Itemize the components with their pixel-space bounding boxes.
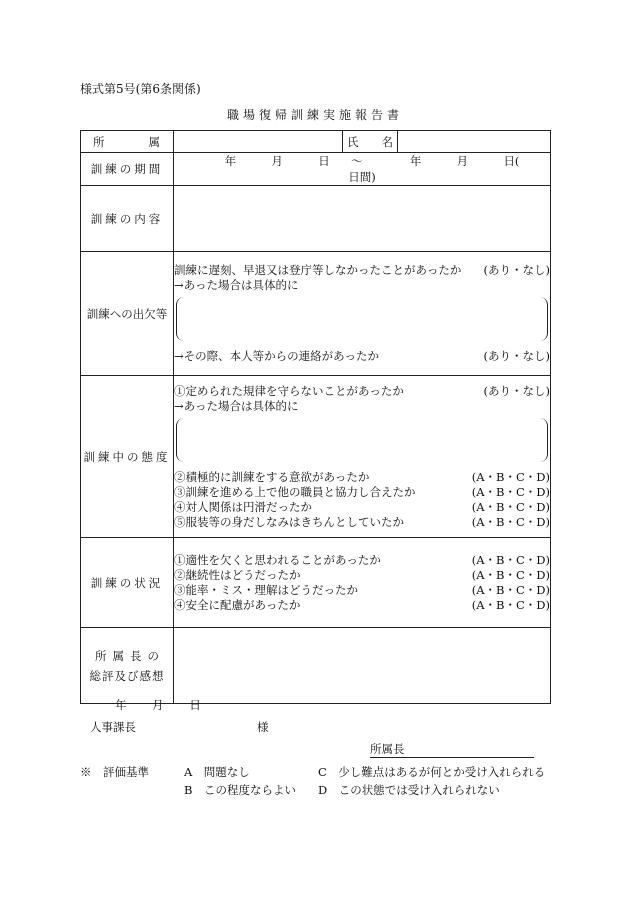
attitude-q4: ④対人関係は円滑だったか (A・B・C・D) [174,499,550,514]
period-field[interactable] [174,153,551,186]
period-end-month: 月 [456,154,469,168]
attendance-field[interactable] [174,252,551,376]
attitude-q3: ③訓練を進める上で他の職員と協力し合えたか (A・B・C・D) [174,484,550,499]
footer-date: 年 月 日 [115,698,201,712]
attendance-label: 訓練への出欠等 [81,252,174,376]
status-q1: ①適性を欠くと思われることがあったか (A・B・C・D) [174,552,550,567]
review-label: 所属長の 総評及び感想 [81,628,174,704]
dept-head-label: 所属長 [370,742,405,756]
hr-chief-label: 人事課長 [90,720,136,734]
document-title: 職場復帰訓練実施報告書 [226,108,403,122]
review-row [81,628,551,704]
status-q3: ③能率・ミス・理解はどうだったか (A・B・C・D) [174,582,550,597]
period-start-month: 月 [271,154,283,168]
attendance-detail-prompt: →あった場合は具体的に [174,278,299,292]
period-start-day: 日 [318,154,330,168]
attendance-detail-box[interactable] [176,297,548,341]
status-q4: ④安全に配慮があったか (A・B・C・D) [174,597,550,612]
affiliation-field[interactable] [174,131,343,153]
criteria-b: B この程度ならよい [184,783,296,797]
content-field[interactable] [174,186,551,252]
attitude-row [81,376,551,538]
criteria-c: C 少し難点はあるが何とか受け入れられる [318,765,546,779]
attitude-q5: ⑤服装等の身だしなみはきちんとしていたか (A・B・C・D) [174,514,550,529]
period-row [81,153,551,186]
report-form-table [80,130,551,704]
honorific-sama: 様 [257,720,269,734]
name-label: 氏 名 [343,131,398,153]
status-label: 訓練の状況 [81,538,174,628]
attitude-label: 訓練中の態度 [81,376,174,538]
period-label: 訓練の期間 [81,153,174,186]
review-field[interactable] [174,628,551,704]
criteria-mark: ※ 評価基準 [80,765,149,779]
form-number: 様式第5号(第6条関係) [80,82,201,96]
attitude-field[interactable] [174,376,551,538]
attitude-q1: ①定められた規律を守らないことがあったか (あり・なし) [174,383,550,398]
status-field[interactable] [174,538,551,628]
content-row [81,186,551,252]
criteria-d: D この状態では受け入れられない [318,783,500,797]
period-start-year: 年 [224,154,237,168]
attitude-q2: ②積極的に訓練をする意欲があったか (A・B・C・D) [174,469,550,484]
attitude-detail-box[interactable] [176,418,548,462]
period-tilde: 〜 [351,154,363,168]
attendance-q1: 訓練に遅刻、早退又は登庁等しなかったことがあったか (あり・なし) [174,263,550,277]
period-end-day: 日( [503,154,520,168]
criteria-a: A 問題なし [184,765,250,779]
affiliation-row [81,131,551,153]
attendance-q2: →その際、本人等からの連絡があったか (あり・なし) [174,349,550,363]
period-end-year: 年 [409,154,422,168]
name-field[interactable] [398,131,551,153]
attitude-detail-prompt: →あった場合は具体的に [174,398,299,413]
period-days: 日間) [348,170,376,184]
content-label: 訓練の内容 [81,186,174,252]
attendance-row [81,252,551,376]
dept-head-signature-line[interactable] [370,741,534,758]
status-row [81,538,551,628]
status-q2: ②継続性はどうだったか (A・B・C・D) [174,567,550,582]
affiliation-label: 所 属 [81,131,174,153]
